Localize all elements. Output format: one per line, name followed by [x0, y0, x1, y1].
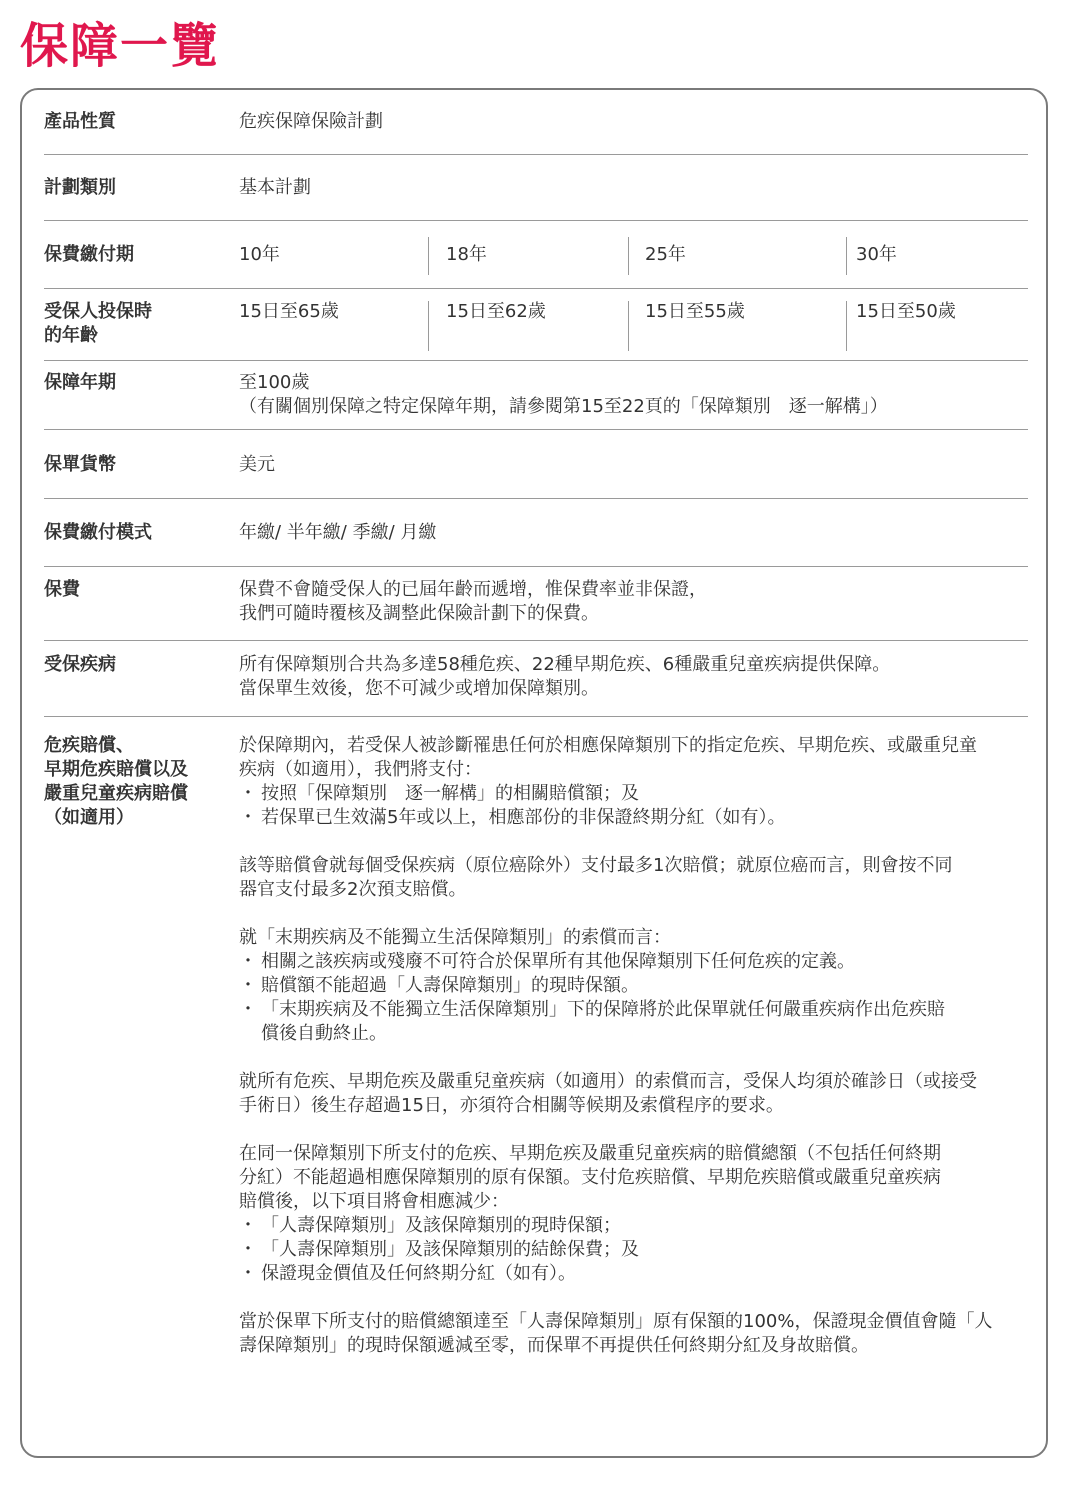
age-option: 15日至50歲 — [856, 301, 956, 322]
period-option: 18年 — [446, 244, 487, 265]
period-option: 25年 — [645, 244, 686, 265]
bullet-item: ・ 保證現金價值及任何終期分紅（如有）。 — [239, 1262, 1028, 1286]
period-options — [239, 221, 1028, 288]
row-label: 受保疾病 — [44, 654, 116, 675]
row-label-line: 受保人投保時 — [44, 301, 152, 322]
row-premium — [44, 567, 1028, 641]
row-value: 危疾保障保險計劃 — [239, 111, 383, 132]
column-divider — [428, 237, 429, 275]
row-label-line: 危疾賠償、 — [44, 735, 134, 756]
claims-content — [239, 734, 1028, 1358]
row-covered-illnesses — [44, 641, 1028, 717]
age-option: 15日至62歲 — [446, 301, 546, 322]
value-line: 分紅）不能超過相應保障類別的原有保額。支付危疾賠償、早期危疾賠償或嚴重兒童疾病 — [239, 1167, 941, 1188]
value-line: 該等賠償會就每個受保疾病（原位癌除外）支付最多1次賠償；就原位癌而言，則會按不同 — [239, 855, 953, 876]
row-label: 產品性質 — [44, 111, 116, 132]
row-label: 保費繳付期 — [44, 244, 134, 265]
row-premium-payment-mode — [44, 499, 1028, 567]
value-line: 壽保障類別」的現時保額遞減至零，而保單不再提供任何終期分紅及身故賠償。 — [239, 1335, 869, 1356]
bullet-item: ・ 「人壽保障類別」及該保障類別的現時保額； — [239, 1214, 1028, 1238]
row-label: 保費繳付模式 — [44, 522, 152, 543]
value-line: 就所有危疾、早期危疾及嚴重兒童疾病（如適用）的索償而言，受保人均須於確診日（或接受 — [239, 1071, 977, 1092]
column-divider — [628, 237, 629, 275]
row-label-line: 早期危疾賠償以及 — [44, 759, 188, 780]
row-value — [239, 371, 1028, 419]
row-label-line: 的年齡 — [44, 325, 98, 346]
row-plan-type — [44, 155, 1028, 221]
row-value: 基本計劃 — [239, 177, 311, 198]
value-line: 疾病（如適用），我們將支付： — [239, 759, 482, 780]
row-value: 美元 — [239, 454, 275, 475]
column-divider — [628, 301, 629, 351]
bullet-item: ・ 按照「保障類別 逐一解構」的相關賠償額；及 — [239, 782, 1028, 806]
row-claims — [44, 717, 1028, 1397]
bullet-item: ・ 若保單已生效滿5年或以上，相應部份的非保證終期分紅（如有）。 — [239, 806, 1028, 830]
row-label: 計劃類別 — [44, 177, 116, 198]
value-line: 所有保障類別合共為多達58種危疾、22種早期危疾、6種嚴重兒童疾病提供保障。 — [239, 654, 891, 675]
value-line: 在同一保障類別下所支付的危疾、早期危疾及嚴重兒童疾病的賠償總額（不包括任何終期 — [239, 1143, 941, 1164]
value-line: 手術日）後生存超過15日，亦須符合相關等候期及索償程序的要求。 — [239, 1095, 784, 1116]
row-product-nature — [44, 88, 1028, 155]
row-premium-payment-period — [44, 221, 1028, 289]
row-label: 保費 — [44, 579, 80, 600]
column-divider — [846, 237, 847, 275]
age-option: 15日至65歲 — [239, 301, 339, 322]
age-options — [239, 289, 1028, 360]
value-line: 當保單生效後，您不可減少或增加保障類別。 — [239, 678, 599, 699]
value-line: 賠償後，以下項目將會相應減少： — [239, 1191, 509, 1212]
row-issue-age — [44, 289, 1028, 361]
bullet-item: ・ 「人壽保障類別」及該保障類別的結餘保費；及 — [239, 1238, 1028, 1262]
row-value — [239, 653, 1028, 701]
row-label: 保單貨幣 — [44, 454, 116, 475]
age-option: 15日至55歲 — [645, 301, 745, 322]
row-value: 年繳/ 半年繳/ 季繳/ 月繳 — [239, 522, 437, 543]
value-line: 器官支付最多2次預支賠償。 — [239, 879, 467, 900]
row-label-line: （如適用） — [44, 807, 134, 828]
row-label — [44, 300, 152, 348]
value-line: 保費不會隨受保人的已屆年齡而遞增，惟保費率並非保證， — [239, 579, 707, 600]
value-line: 償後自動終止。 — [261, 1023, 387, 1044]
value-line: 我們可隨時覆核及調整此保險計劃下的保費。 — [239, 603, 599, 624]
row-label-line: 嚴重兒童疾病賠償 — [44, 783, 188, 804]
period-option: 10年 — [239, 244, 280, 265]
bullet-item: ・ 賠償額不能超過「人壽保障類別」的現時保額。 — [239, 974, 1028, 998]
value-line: （有關個別保障之特定保障年期，請參閱第15至22頁的「保障類別 逐一解構」） — [239, 396, 888, 417]
row-value — [239, 578, 1028, 626]
row-policy-currency — [44, 430, 1028, 499]
column-divider — [428, 301, 429, 351]
page-title: 保障一覽 — [20, 18, 221, 74]
column-divider — [846, 301, 847, 351]
row-label: 保障年期 — [44, 372, 116, 393]
value-line: 至100歲 — [239, 372, 310, 393]
value-line: 當於保單下所支付的賠償總額達至「人壽保障類別」原有保額的100%，保證現金價值會隨「人 — [239, 1311, 993, 1332]
row-coverage-term — [44, 361, 1028, 430]
value-line: 就「末期疾病及不能獨立生活保障類別」的索償而言： — [239, 927, 671, 948]
bullet-item: ・ 「末期疾病及不能獨立生活保障類別」下的保障將於此保單就任何嚴重疾病作出危疾賠 — [239, 998, 1028, 1022]
value-line: 於保障期內，若受保人被診斷罹患任何於相應保障類別下的指定危疾、早期危疾、或嚴重兒童 — [239, 735, 977, 756]
bullet-item: ・ 相關之該疾病或殘廢不可符合於保單所有其他保障類別下任何危疾的定義。 — [239, 950, 1028, 974]
period-option: 30年 — [856, 244, 897, 265]
row-label — [44, 734, 188, 830]
